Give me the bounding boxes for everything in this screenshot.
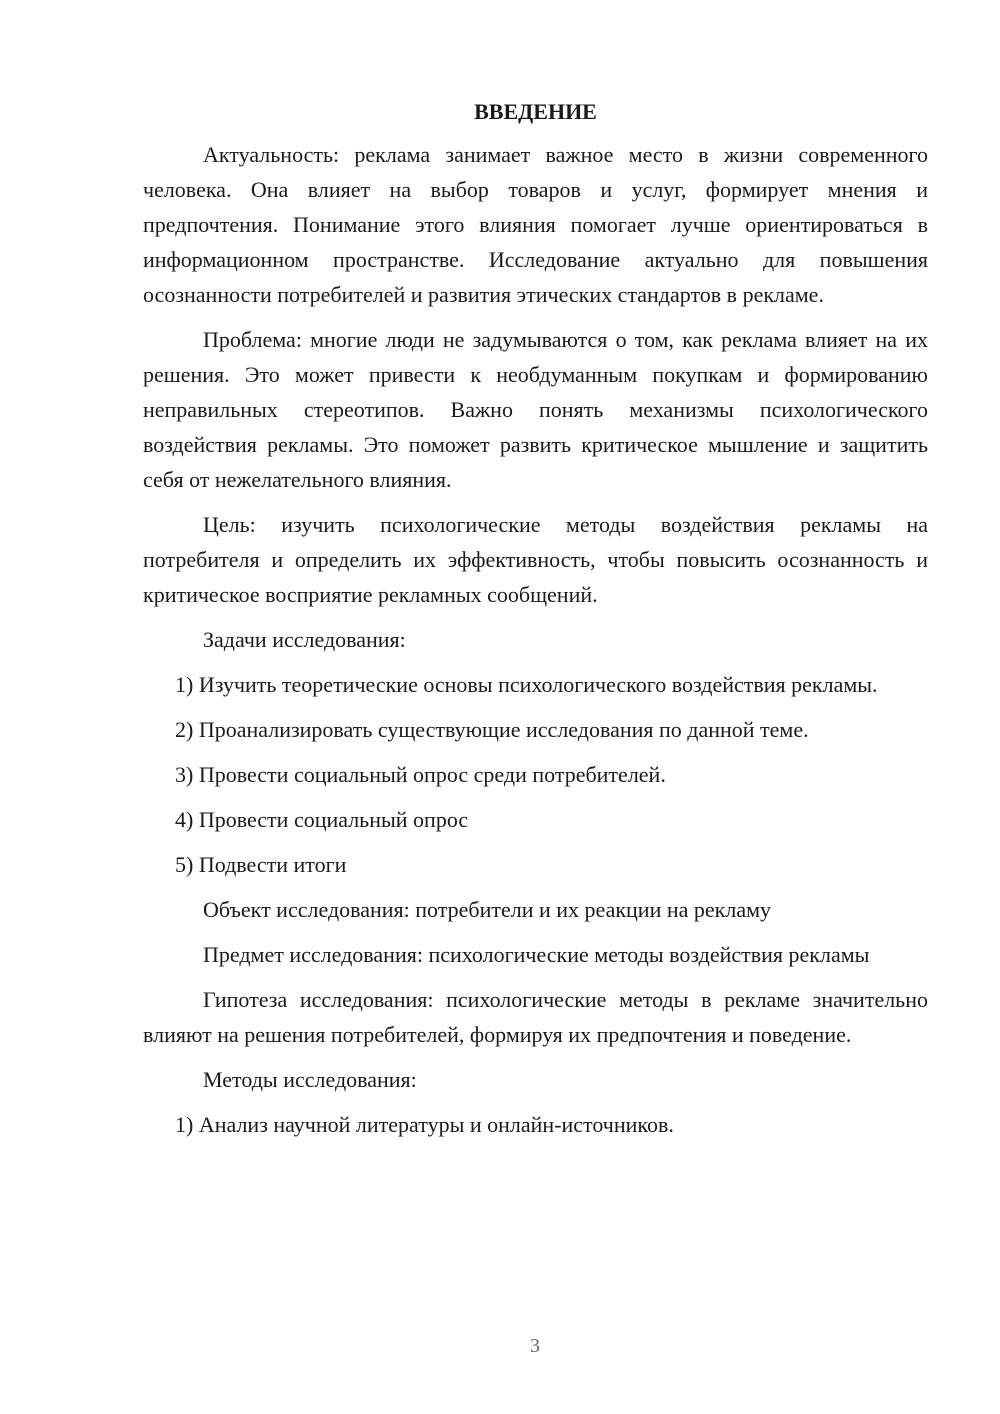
object-paragraph: Объект исследования: потребители и их реакции на рекламу	[203, 897, 772, 922]
page-title: ВВЕДЕНИЕ	[474, 99, 597, 124]
subject-paragraph: Предмет исследования: психологические методы воздействия рекламы	[203, 942, 870, 967]
task-item: 1) Изучить теоретические основы психологического воздействия рекламы.	[175, 672, 878, 697]
task-item: 5) Подвести итоги	[175, 852, 347, 877]
page-number: 3	[530, 1335, 540, 1357]
goal-paragraph: Цель: изучить психологические методы воздействия рекламы на потребителя и определить их эффективность, чтобы повысить осознанность и критическое восприятие рекламных сообщений.	[143, 512, 928, 607]
tasks-heading: Задачи исследования:	[203, 627, 406, 652]
problem-paragraph: Проблема: многие люди не задумываются о том, как реклама влияет на их решения. Это может привести к необдуманным покупкам и формированию неправильных стереотипов. Важно понять механизмы психологического воздействия рекламы. Это поможет развить критическое мышление и защитить себя от нежелательного влияния.	[143, 327, 928, 492]
relevance-paragraph: Актуальность: реклама занимает важное место в жизни современного человека. Она влияет на выбор товаров и услуг, формирует мнения и предпочтения. Понимание этого влияния помогает лучше ориентироваться в информационном пространстве. Исследование актуально для повышения осознанности потребителей и развития этических стандартов в рекламе.	[143, 142, 928, 307]
methods-heading: Методы исследования:	[203, 1067, 417, 1092]
method-item: 1) Анализ научной литературы и онлайн-источников.	[175, 1112, 674, 1137]
task-item: 2) Проанализировать существующие исследования по данной теме.	[175, 717, 809, 742]
hypothesis-paragraph: Гипотеза исследования: психологические методы в рекламе значительно влияют на решения потребителей, формируя их предпочтения и поведение.	[143, 987, 928, 1047]
page-content	[143, 94, 928, 1152]
task-item: 3) Провести социальный опрос среди потребителей.	[175, 762, 666, 787]
task-item: 4) Провести социальный опрос	[175, 807, 469, 832]
